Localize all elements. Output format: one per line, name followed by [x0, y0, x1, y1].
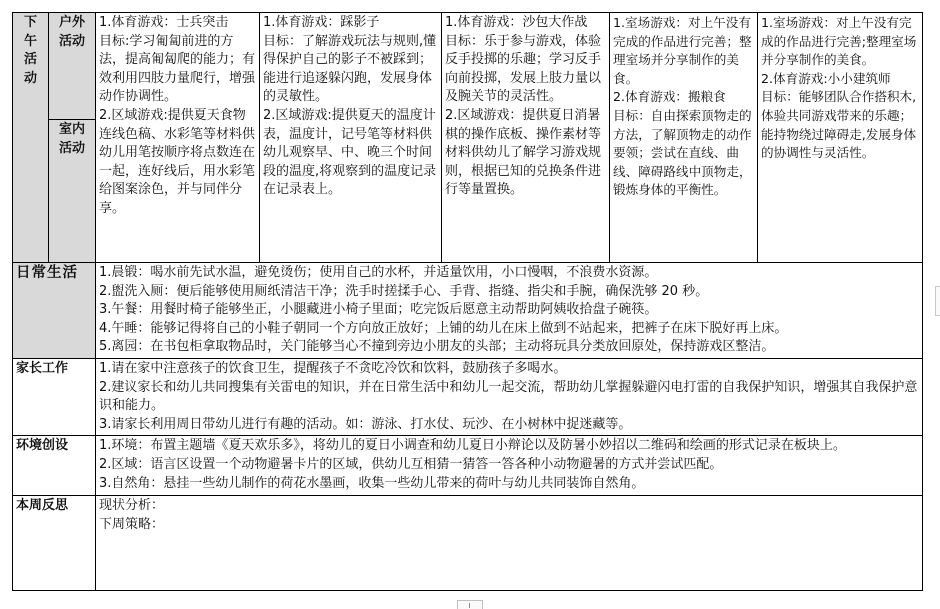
page-side-marker[interactable]: [935, 286, 940, 316]
environment-item: 1.环境：布置主题墙《夏天欢乐多》，将幼儿的夏日小调查和幼儿夏日小辩论以及防暑小妙招以二维码和绘画的形式记录在板块上。: [99, 438, 846, 454]
next-week-strategy-field: 下周策略：: [99, 516, 165, 532]
afternoon-day-1: 1.体育游戏：士兵突击 目标:学习匍匐前进的方法，提高匍匐爬的能力；有效利用四肢力量爬行，增强动作协调性。 2.区域游戏:提供夏天食物连线色稿、水彩笔等材料供幼儿用笔按顺序将点数连在一起，连好线后，用水彩笔给图案涂色，并与同伴分享。: [96, 13, 260, 263]
environment-item: 2.区域：语言区设置一个动物避暑卡片的区域，供幼儿互相猜一猜答一答各种小动物避暑的方式并尝试匹配。: [99, 456, 723, 472]
environment-content: [96, 436, 923, 496]
daily-life-content: [96, 263, 923, 359]
environment-label: 环境创设: [13, 436, 96, 496]
outdoor-activity-label: 户外 活动: [49, 13, 96, 120]
afternoon-day-4: 1.室场游戏：对上午没有完成的作品进行完善；整理室场并分享制作的美食。 2.体育游戏：搬粮食 目标：自由探索顶物走的方法，了解顶物走的动作要领；尝试在直线、曲线、障碍路线中顶物走，锻炼身体的平衡性。: [610, 13, 758, 263]
parent-work-item: 1.请在家中注意孩子的饮食卫生，提醒孩子不贪吃冷饮和饮料，鼓励孩子多喝水。: [99, 361, 567, 376]
afternoon-day-3: 1.体育游戏：沙包大作战 目标：乐于参与游戏，体验反手投掷的乐趣；学习反手向前投掷，发展上肢力量以及腕关节的灵活性。 2.区域游戏：提供夏日消暑棋的操作底板、操作素材等材料供幼儿了解学习游戏规则，根据已知的兑换条件进行等量置换。: [442, 13, 610, 263]
indoor-activity-label: 室内 活动: [49, 120, 96, 263]
afternoon-day-2: 1.体育游戏：踩影子 目标：了解游戏玩法与规则,懂得保护自己的影子不被踩到；能进行追逐躲闪跑，发展身体的灵敏性。 2.区域游戏:提供夏天的温度计表，温度计，记号笔等材料供幼儿观察早、中、晚三个时间段的温度,将观察到的温度记录在记录表上。: [260, 13, 442, 263]
weekly-plan-table: [12, 12, 923, 591]
current-analysis-field: 现状分析：: [99, 498, 165, 514]
parent-work-item: 3.请家长利用周日带幼儿进行有趣的活动。如：游泳、打水仗、玩沙、在小树林中捉迷藏等。: [99, 416, 632, 432]
parent-work-content: [96, 359, 923, 436]
daily-life-item: 2.盥洗入厕：便后能够使用厕纸清洁干净；洗手时搓揉手心、手背、指缝、指尖和手腕，确保洗够 20 秒。: [99, 283, 709, 299]
daily-life-item: 3.午餐：用餐时椅子能够坐正，小腿藏进小椅子里面；吃完饭后愿意主动帮助阿姨收拾盘子碗筷。: [99, 302, 658, 318]
weekly-reflection-label: 本周反思: [13, 496, 96, 591]
afternoon-activity-label: 下 午 活 动: [13, 13, 49, 263]
daily-life-item: 1.晨锻：喝水前先试水温，避免烫伤；使用自己的水杯，并适量饮用，小口慢咽，不浪费水资源。: [99, 265, 658, 280]
daily-life-label: 日常生活: [13, 263, 96, 359]
environment-item: 3.自然角：悬挂一些幼儿制作的荷花水墨画，收集一些幼儿带来的荷叶与幼儿共同装饰自然角。: [99, 475, 645, 491]
weekly-reflection-content: [96, 496, 923, 591]
daily-life-item: 5.离园：在书包柜拿取物品时，关门能够当心不撞到旁边小朋友的头部；主动将玩具分类放回原处，保持游戏区整洁。: [99, 339, 775, 355]
parent-work-item: 2.建议家长和幼儿共同搜集有关雷电的知识，并在日常生活中和幼儿一起交流，帮助幼儿掌握躲避闪电打雷的自我保护知识，增强其自我保护意识和能力。: [99, 379, 918, 414]
daily-life-item: 4.午睡：能够记得将自己的小鞋子朝同一个方向放正放好；上铺的幼儿在床上做到不站起来，把裤子在床下脱好再上床。: [99, 320, 788, 336]
afternoon-day-5: 1.室场游戏：对上午没有完成的作品进行完善;整理室场并分享制作的美食。 2.体育游戏:小小建筑师 目标：能够团队合作搭积木,体验共同游戏带来的乐趣；能持物绕过障碍走,发展身体的协调性与灵活性。: [758, 13, 923, 263]
parent-work-label: 家长工作: [13, 359, 96, 436]
